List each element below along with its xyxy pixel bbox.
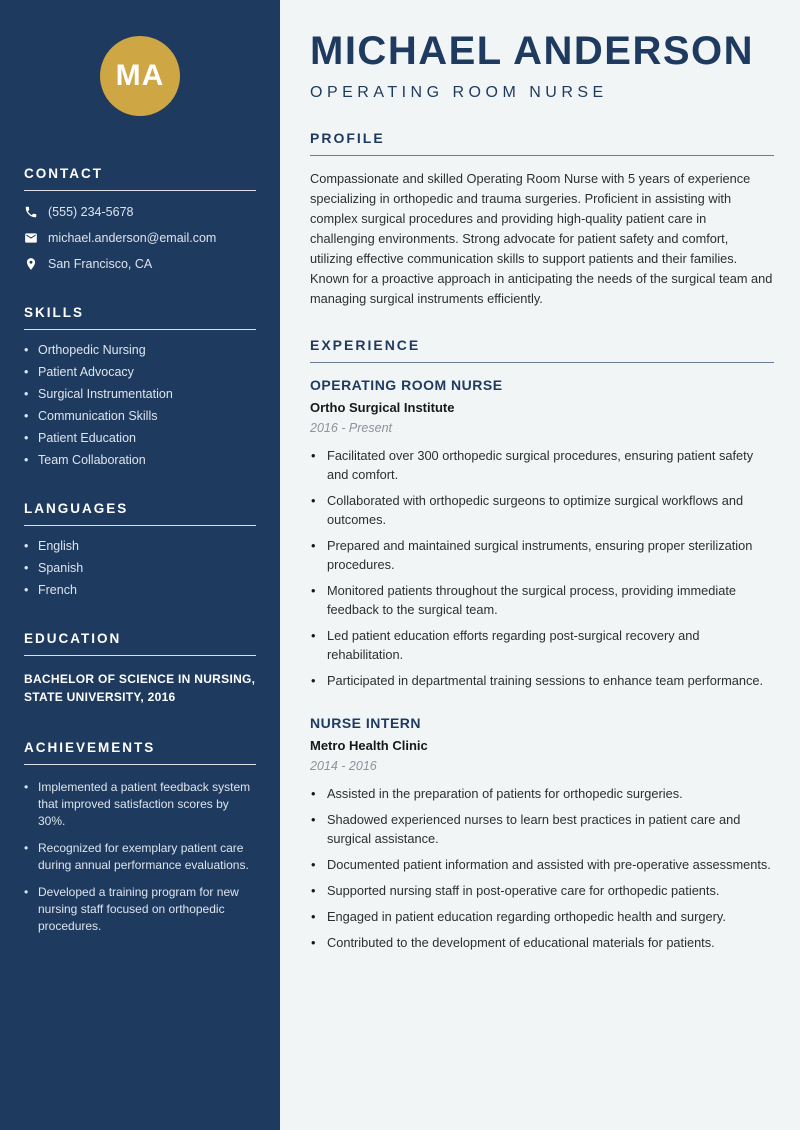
languages-section	[24, 501, 256, 597]
contact-email-value: michael.anderson@email.com	[48, 231, 217, 245]
experience-job	[310, 377, 774, 690]
experience-bullet: • Participated in departmental training sessions to enhance team performance.	[310, 671, 774, 690]
profile-heading: PROFILE	[310, 130, 774, 156]
avatar-initials: MA	[115, 59, 165, 92]
skill-item: • Team Collaboration	[24, 454, 256, 467]
profile-text: Compassionate and skilled Operating Room Nurse with 5 years of experience specializing in orthopedic and trauma surgeries. Proficient in assisting with complex surgical procedures and providing high-quality patient care in challenging environments. Strong advocate for patient safety and comfort, utilizing effective communication skills to support patients and their families. Known for a proactive approach in anticipating the needs of the surgical team and managing surgical instruments efficiently.	[310, 171, 773, 306]
achievements-heading: ACHIEVEMENTS	[24, 740, 256, 765]
skill-item: • Patient Education	[24, 432, 256, 445]
experience-bullet: • Led patient education efforts regarding post-surgical recovery and rehabilitation.	[310, 626, 774, 664]
languages-list	[24, 540, 256, 597]
achievements-section	[24, 740, 256, 935]
experience-bullet: • Facilitated over 300 orthopedic surgical procedures, ensuring patient safety and comfort.	[310, 446, 774, 484]
experience-bullet: • Monitored patients throughout the surgical process, providing immediate feedback to the surgical team.	[310, 581, 774, 619]
job-bullets	[310, 446, 774, 690]
experience-bullet: • Shadowed experienced nurses to learn best practices in patient care and surgical assistance.	[310, 810, 774, 848]
skill-item: • Patient Advocacy	[24, 366, 256, 379]
experience-bullet: • Supported nursing staff in post-operative care for orthopedic patients.	[310, 881, 774, 900]
contact-location-value: San Francisco, CA	[48, 257, 153, 271]
avatar	[100, 36, 180, 116]
contact-phone-value: (555) 234-5678	[48, 205, 134, 219]
contact-heading: CONTACT	[24, 166, 256, 191]
contact-row-email	[24, 231, 256, 245]
contact-row-phone	[24, 205, 256, 219]
achievement-item: • Developed a training program for new nursing staff focused on orthopedic procedures.	[24, 884, 256, 935]
experience-bullet: • Documented patient information and assisted with pre-operative assessments.	[310, 855, 774, 874]
job-company: Ortho Surgical Institute	[310, 400, 455, 415]
job-title: OPERATING ROOM NURSE	[310, 377, 503, 393]
experience-section	[310, 337, 774, 952]
job-company: Metro Health Clinic	[310, 738, 428, 753]
skill-item: • Surgical Instrumentation	[24, 388, 256, 401]
skills-list	[24, 344, 256, 467]
email-icon	[24, 231, 38, 245]
job-dates: 2016 - Present	[310, 421, 392, 435]
phone-icon	[24, 205, 38, 219]
education-heading: EDUCATION	[24, 631, 256, 656]
skills-section	[24, 305, 256, 467]
education-section	[24, 631, 256, 706]
experience-bullet: • Collaborated with orthopedic surgeons to optimize surgical workflows and outcomes.	[310, 491, 774, 529]
skill-item: • Communication Skills	[24, 410, 256, 423]
achievement-item: • Implemented a patient feedback system that improved satisfaction scores by 30%.	[24, 779, 256, 830]
main-content	[280, 0, 800, 1130]
skill-item: • Orthopedic Nursing	[24, 344, 256, 357]
job-dates: 2014 - 2016	[310, 759, 377, 773]
experience-heading: EXPERIENCE	[310, 337, 774, 363]
achievement-item: • Recognized for exemplary patient care during annual performance evaluations.	[24, 840, 256, 874]
job-bullets	[310, 784, 774, 952]
achievements-list	[24, 779, 256, 935]
experience-bullet: • Assisted in the preparation of patients for orthopedic surgeries.	[310, 784, 774, 803]
job-title: NURSE INTERN	[310, 715, 422, 731]
education-degree: BACHELOR OF SCIENCE IN NURSING, STATE UNIVERSITY, 2016	[24, 672, 256, 704]
language-item: • French	[24, 584, 256, 597]
experience-bullet: • Engaged in patient education regarding orthopedic health and surgery.	[310, 907, 774, 926]
candidate-title: OPERATING ROOM NURSE	[310, 84, 608, 101]
sidebar	[0, 0, 280, 1130]
language-item: • Spanish	[24, 562, 256, 575]
profile-section	[310, 130, 774, 309]
contact-row-location	[24, 257, 256, 271]
experience-bullet: • Contributed to the development of educational materials for patients.	[310, 933, 774, 952]
languages-heading: LANGUAGES	[24, 501, 256, 526]
candidate-name: MICHAEL ANDERSON	[310, 29, 755, 73]
skills-heading: SKILLS	[24, 305, 256, 330]
language-item: • English	[24, 540, 256, 553]
experience-job	[310, 715, 774, 952]
experience-bullet: • Prepared and maintained surgical instruments, ensuring proper sterilization procedures.	[310, 536, 774, 574]
contact-section	[24, 166, 256, 271]
location-icon	[24, 257, 38, 271]
